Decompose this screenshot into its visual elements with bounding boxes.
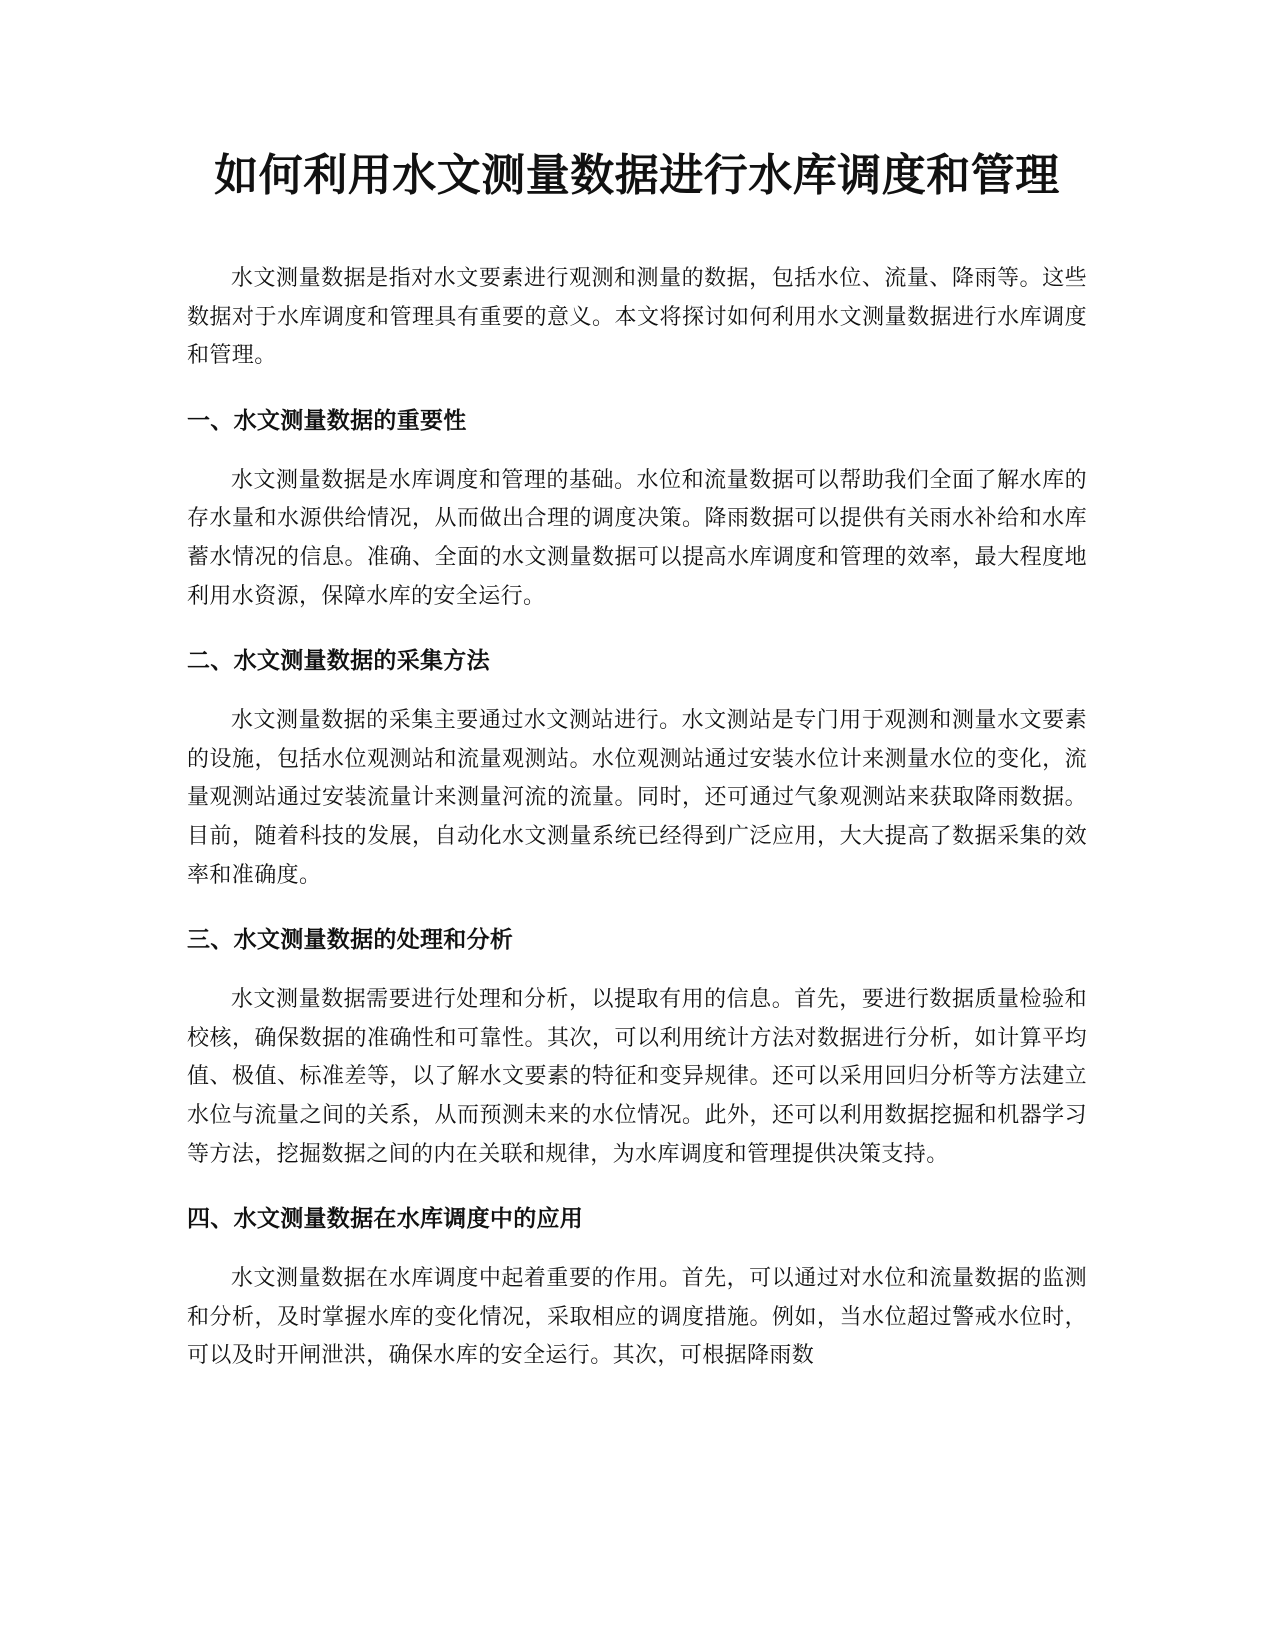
section-4-heading: 四、水文测量数据在水库调度中的应用	[187, 1206, 584, 1233]
document-title: 如何利用水文测量数据进行水库调度和管理	[214, 150, 1060, 201]
section-1-paragraph: 水文测量数据是水库调度和管理的基础。水位和流量数据可以帮助我们全面了解水库的存水量和水源供给情况，从而做出合理的调度决策。降雨数据可以提供有关雨水补给和水库蓄水情况的信息。准确、全面的水文测量数据可以提高水库调度和管理的效率，最大程度地利用水资源，保障水库的安全运行。	[187, 467, 1087, 609]
document-content	[187, 142, 1087, 1403]
section-2-paragraph: 水文测量数据的采集主要通过水文测站进行。水文测站是专门用于观测和测量水文要素的设施，包括水位观测站和流量观测站。水位观测站通过安装水位计来测量水位的变化，流量观测站通过安装流量计来测量河流的流量。同时，还可通过气象观测站来获取降雨数据。目前，随着科技的发展，自动化水文测量系统已经得到广泛应用，大大提高了数据采集的效率和准确度。	[187, 708, 1087, 888]
section-1-heading: 一、水文测量数据的重要性	[187, 407, 467, 434]
section-3-paragraph: 水文测量数据需要进行处理和分析，以提取有用的信息。首先，要进行数据质量检验和校核，确保数据的准确性和可靠性。其次，可以利用统计方法对数据进行分析，如计算平均值、极值、标准差等，以了解水文要素的特征和变异规律。还可以采用回归分析等方法建立水位与流量之间的关系，从而预测未来的水位情况。此外，还可以利用数据挖掘和机器学习等方法，挖掘数据之间的内在关联和规律，为水库调度和管理提供决策支持。	[187, 987, 1087, 1167]
section-3-heading: 三、水文测量数据的处理和分析	[187, 927, 514, 954]
intro-paragraph: 水文测量数据是指对水文要素进行观测和测量的数据，包括水位、流量、降雨等。这些数据对于水库调度和管理具有重要的意义。本文将探讨如何利用水文测量数据进行水库调度和管理。	[187, 266, 1087, 369]
section-4-paragraph: 水文测量数据在水库调度中起着重要的作用。首先，可以通过对水位和流量数据的监测和分析，及时掌握水库的变化情况，采取相应的调度措施。例如，当水位超过警戒水位时，可以及时开闸泄洪，确保水库的安全运行。其次，可根据降雨数	[187, 1266, 1087, 1369]
section-2-heading: 二、水文测量数据的采集方法	[187, 648, 490, 675]
